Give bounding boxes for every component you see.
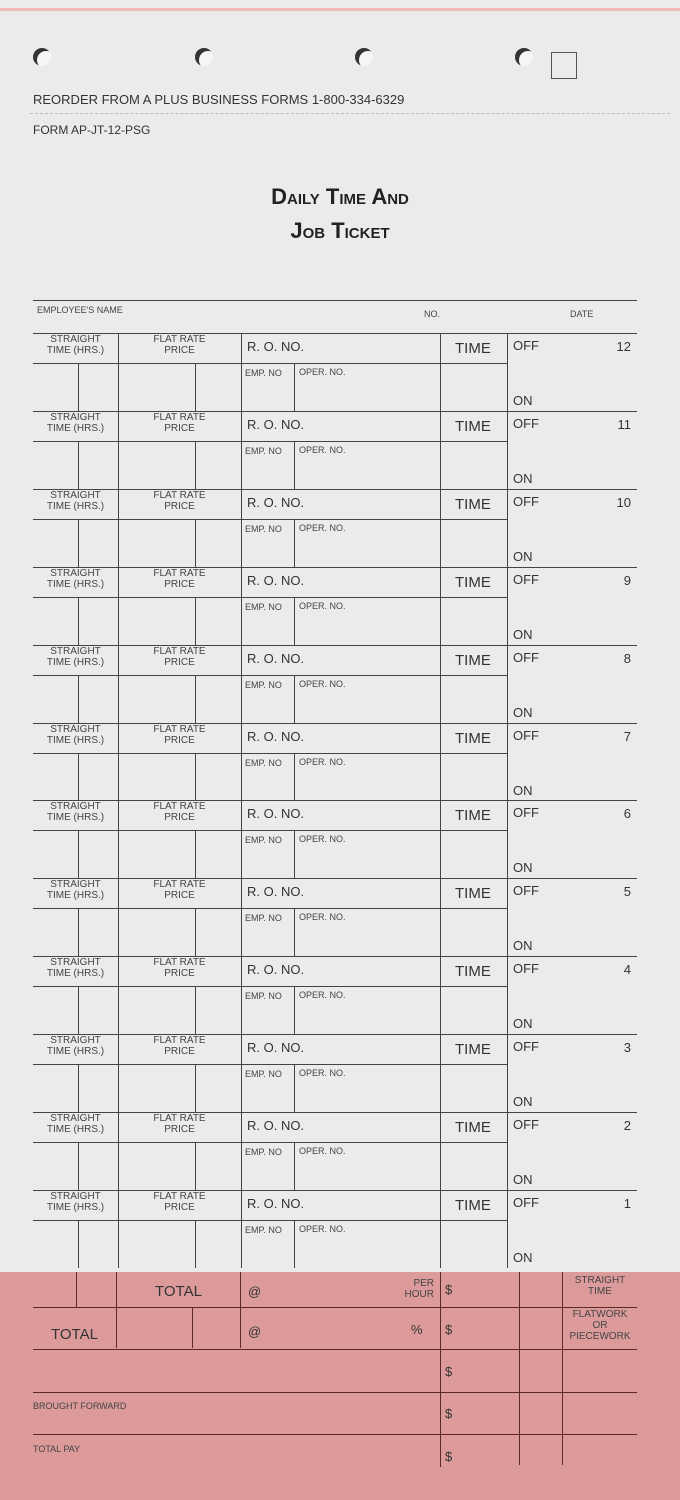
flat-rate-label: PRICE <box>164 657 195 668</box>
on-label: ON <box>513 938 533 953</box>
row-number: 12 <box>616 339 631 354</box>
emp-no-label: EMP. NO <box>245 1069 282 1079</box>
col-line <box>241 878 242 956</box>
straight-time-label: TIME (HRS.) <box>46 812 105 823</box>
col-line <box>294 441 295 489</box>
straight-time-label: TIME (HRS.) <box>46 1202 105 1213</box>
form-title-line2: Job Ticket <box>290 218 390 243</box>
col-line <box>195 1220 196 1268</box>
straight-time-label: TIME (HRS.) <box>46 1124 105 1135</box>
col-line <box>440 1112 441 1190</box>
dollar-sign: $ <box>445 1322 453 1337</box>
off-label: OFF <box>513 883 539 898</box>
straight-time-label: TIME (HRS.) <box>46 423 105 434</box>
on-label: ON <box>513 627 533 642</box>
job-row[interactable] <box>0 800 680 878</box>
row-mid-line <box>33 1220 507 1221</box>
ro-no-label: R. O. NO. <box>247 417 305 432</box>
row-number: 3 <box>623 1040 631 1055</box>
row-number: 8 <box>623 651 631 666</box>
dollar-sign: $ <box>445 1364 453 1379</box>
job-row[interactable] <box>0 489 680 567</box>
straight-time-label: TIME (HRS.) <box>46 501 105 512</box>
flat-rate-label: PRICE <box>164 1202 195 1213</box>
row-number: 4 <box>623 962 631 977</box>
dollar-sign: $ <box>445 1449 453 1464</box>
col-line <box>507 645 508 723</box>
col-line <box>195 363 196 411</box>
on-label: ON <box>513 1016 533 1031</box>
row-mid-line <box>33 363 507 364</box>
col-line <box>294 908 295 956</box>
per-hour-label: PER HOUR <box>404 1278 434 1300</box>
job-row[interactable] <box>0 645 680 723</box>
col-line <box>507 1034 508 1112</box>
col-line <box>440 723 441 801</box>
col-line <box>195 986 196 1034</box>
oper-no-label: OPER. NO. <box>299 1146 346 1156</box>
col-line <box>507 800 508 878</box>
flat-rate-label: PRICE <box>164 579 195 590</box>
col-line <box>440 956 441 1034</box>
perforation-line <box>30 113 670 114</box>
col-line <box>507 1190 508 1268</box>
col-line <box>294 986 295 1034</box>
time-label: TIME <box>455 340 491 357</box>
col-line <box>78 1064 79 1112</box>
straight-time-label: STRAIGHT <box>50 412 101 423</box>
on-label: ON <box>513 393 533 408</box>
ro-no-label: R. O. NO. <box>247 339 305 354</box>
ro-no-label: R. O. NO. <box>247 884 305 899</box>
time-label: TIME <box>455 1041 491 1058</box>
ro-no-label: R. O. NO. <box>247 651 305 666</box>
flat-rate-label: FLAT RATE <box>153 1191 206 1202</box>
punch-hole <box>195 48 213 66</box>
oper-no-label: OPER. NO. <box>299 601 346 611</box>
ro-no-label: R. O. NO. <box>247 1196 305 1211</box>
emp-no-label: EMP. NO <box>245 1147 282 1157</box>
at-symbol: @ <box>248 1284 262 1299</box>
col-line <box>507 489 508 567</box>
flat-rate-label: FLAT RATE <box>153 801 206 812</box>
total-flat-label: TOTAL <box>51 1326 98 1343</box>
emp-no-label: EMP. NO <box>245 835 282 845</box>
oper-no-label: OPER. NO. <box>299 367 346 377</box>
col-line <box>294 597 295 645</box>
row-mid-line <box>33 830 507 831</box>
off-label: OFF <box>513 1195 539 1210</box>
col-line <box>195 908 196 956</box>
flat-rate-label: PRICE <box>164 501 195 512</box>
oper-no-label: OPER. NO. <box>299 1224 346 1234</box>
form-number: FORM AP-JT-12-PSG <box>33 123 151 137</box>
emp-no-label: EMP. NO <box>245 524 282 534</box>
percent-label: % <box>411 1322 423 1337</box>
ro-no-label: R. O. NO. <box>247 1118 305 1133</box>
on-label: ON <box>513 705 533 720</box>
col-line <box>507 567 508 645</box>
straight-time-label: TIME (HRS.) <box>46 579 105 590</box>
row-mid-line <box>33 675 507 676</box>
flat-rate-label: PRICE <box>164 890 195 901</box>
oper-no-label: OPER. NO. <box>299 912 346 922</box>
col-line <box>294 1220 295 1268</box>
emp-no-label: EMP. NO <box>245 991 282 1001</box>
brought-forward-label: BROUGHT FORWARD <box>33 1401 127 1411</box>
col-line <box>507 333 508 411</box>
straight-time-label: TIME (HRS.) <box>46 1046 105 1057</box>
col-line <box>507 956 508 1034</box>
col-line <box>507 878 508 956</box>
col-line <box>440 411 441 489</box>
on-label: ON <box>513 471 533 486</box>
time-label: TIME <box>455 963 491 980</box>
straight-time-label: STRAIGHT <box>50 801 101 812</box>
reorder-text: REORDER FROM A PLUS BUSINESS FORMS 1-800-334-6329 <box>33 92 405 107</box>
time-label: TIME <box>455 1197 491 1214</box>
col-line <box>195 675 196 723</box>
col-line <box>78 753 79 801</box>
flat-rate-label: FLAT RATE <box>153 334 206 345</box>
oper-no-label: OPER. NO. <box>299 445 346 455</box>
emp-no-label: EMP. NO <box>245 368 282 378</box>
oper-no-label: OPER. NO. <box>299 1068 346 1078</box>
oper-no-label: OPER. NO. <box>299 990 346 1000</box>
straight-time-label: STRAIGHT <box>50 568 101 579</box>
row-number: 2 <box>623 1118 631 1133</box>
row-number: 7 <box>623 729 631 744</box>
date-label[interactable]: DATE <box>570 309 594 319</box>
row-mid-line <box>33 441 507 442</box>
job-row[interactable] <box>0 956 680 1034</box>
row-mid-line <box>33 908 507 909</box>
col-line <box>195 830 196 878</box>
col-line <box>440 333 441 411</box>
on-label: ON <box>513 549 533 564</box>
col-line <box>241 1112 242 1190</box>
off-label: OFF <box>513 1117 539 1132</box>
col-line <box>78 363 79 411</box>
oper-no-label: OPER. NO. <box>299 523 346 533</box>
col-line <box>294 830 295 878</box>
row-mid-line <box>33 1064 507 1065</box>
row-mid-line <box>33 519 507 520</box>
off-label: OFF <box>513 961 539 976</box>
col-line <box>195 1142 196 1190</box>
col-line <box>507 723 508 801</box>
col-line <box>241 723 242 801</box>
col-line <box>294 363 295 411</box>
employee-line <box>33 300 637 301</box>
col-line <box>241 333 242 411</box>
col-line <box>195 441 196 489</box>
straight-time-label: TIME (HRS.) <box>46 345 105 356</box>
flat-rate-label: PRICE <box>164 812 195 823</box>
off-label: OFF <box>513 494 539 509</box>
col-line <box>241 411 242 489</box>
job-row[interactable] <box>0 333 680 411</box>
total-pay-label: TOTAL PAY <box>33 1444 81 1454</box>
flat-rate-label: FLAT RATE <box>153 490 206 501</box>
off-label: OFF <box>513 650 539 665</box>
job-row[interactable] <box>0 878 680 956</box>
col-line <box>78 830 79 878</box>
col-line <box>241 1034 242 1112</box>
ro-no-label: R. O. NO. <box>247 573 305 588</box>
col-line <box>241 567 242 645</box>
emp-no-label: EMP. NO <box>245 446 282 456</box>
flat-rate-label: FLAT RATE <box>153 646 206 657</box>
punch-hole <box>33 48 51 66</box>
straight-time-label: STRAIGHT <box>50 1035 101 1046</box>
col-line <box>241 956 242 1034</box>
oper-no-label: OPER. NO. <box>299 834 346 844</box>
col-line <box>195 1064 196 1112</box>
col-line <box>78 986 79 1034</box>
employee-no-label[interactable]: NO. <box>424 309 441 319</box>
flat-rate-label: PRICE <box>164 968 195 979</box>
col-line <box>507 411 508 489</box>
on-label: ON <box>513 1094 533 1109</box>
ro-no-label: R. O. NO. <box>247 729 305 744</box>
straight-time-label: STRAIGHT <box>50 1191 101 1202</box>
flat-rate-label: FLAT RATE <box>153 1113 206 1124</box>
col-line <box>294 519 295 567</box>
on-label: ON <box>513 1250 533 1265</box>
col-line <box>294 1142 295 1190</box>
time-label: TIME <box>455 1119 491 1136</box>
row-mid-line <box>33 753 507 754</box>
col-line <box>507 1112 508 1190</box>
row-mid-line <box>33 597 507 598</box>
at-symbol: @ <box>248 1324 262 1339</box>
row-mid-line <box>33 1142 507 1143</box>
flat-rate-label: FLAT RATE <box>153 412 206 423</box>
checkbox[interactable] <box>551 52 577 79</box>
row-number: 10 <box>616 495 631 510</box>
on-label: ON <box>513 1172 533 1187</box>
col-line <box>78 1220 79 1268</box>
straight-time-label: STRAIGHT TIME <box>574 1275 626 1297</box>
row-number: 6 <box>623 806 631 821</box>
straight-time-label: TIME (HRS.) <box>46 657 105 668</box>
punch-hole <box>355 48 373 66</box>
emp-no-label: EMP. NO <box>245 602 282 612</box>
col-line <box>195 597 196 645</box>
col-line <box>294 753 295 801</box>
time-label: TIME <box>455 652 491 669</box>
row-number: 9 <box>623 573 631 588</box>
flat-rate-label: PRICE <box>164 423 195 434</box>
col-line <box>440 645 441 723</box>
col-line <box>294 675 295 723</box>
job-row[interactable] <box>0 1112 680 1190</box>
row-number: 11 <box>617 417 631 432</box>
row-number: 5 <box>623 884 631 899</box>
col-line <box>241 800 242 878</box>
flat-rate-label: PRICE <box>164 1046 195 1057</box>
col-line <box>440 489 441 567</box>
time-label: TIME <box>455 730 491 747</box>
col-line <box>440 567 441 645</box>
on-label: ON <box>513 783 533 798</box>
time-label: TIME <box>455 885 491 902</box>
job-row[interactable] <box>0 723 680 801</box>
flat-rate-label: FLAT RATE <box>153 568 206 579</box>
emp-no-label: EMP. NO <box>245 758 282 768</box>
flat-rate-label: PRICE <box>164 1124 195 1135</box>
straight-time-label: STRAIGHT <box>50 334 101 345</box>
straight-time-label: STRAIGHT <box>50 1113 101 1124</box>
straight-time-label: TIME (HRS.) <box>46 968 105 979</box>
straight-time-label: STRAIGHT <box>50 646 101 657</box>
time-label: TIME <box>455 418 491 435</box>
col-line <box>78 675 79 723</box>
flat-rate-label: FLAT RATE <box>153 1035 206 1046</box>
time-label: TIME <box>455 807 491 824</box>
col-line <box>241 1190 242 1268</box>
totals-section <box>0 1272 680 1500</box>
straight-time-label: STRAIGHT <box>50 957 101 968</box>
col-line <box>78 597 79 645</box>
emp-no-label: EMP. NO <box>245 1225 282 1235</box>
straight-time-label: STRAIGHT <box>50 879 101 890</box>
oper-no-label: OPER. NO. <box>299 679 346 689</box>
off-label: OFF <box>513 572 539 587</box>
col-line <box>195 519 196 567</box>
flat-rate-label: FLAT RATE <box>153 879 206 890</box>
row-number: 1 <box>623 1196 631 1211</box>
ro-no-label: R. O. NO. <box>247 495 305 510</box>
col-line <box>440 1034 441 1112</box>
flat-rate-label: PRICE <box>164 345 195 356</box>
flat-rate-label: FLAT RATE <box>153 957 206 968</box>
time-label: TIME <box>455 496 491 513</box>
col-line <box>78 908 79 956</box>
form-title-line1: Daily Time And <box>271 184 409 209</box>
off-label: OFF <box>513 1039 539 1054</box>
emp-no-label: EMP. NO <box>245 913 282 923</box>
ro-no-label: R. O. NO. <box>247 1040 305 1055</box>
off-label: OFF <box>513 805 539 820</box>
straight-time-label: STRAIGHT <box>50 724 101 735</box>
col-line <box>294 1064 295 1112</box>
punch-hole <box>515 48 533 66</box>
ro-no-label: R. O. NO. <box>247 806 305 821</box>
col-line <box>78 1142 79 1190</box>
ro-no-label: R. O. NO. <box>247 962 305 977</box>
on-label: ON <box>513 860 533 875</box>
straight-time-label: TIME (HRS.) <box>46 890 105 901</box>
flatwork-label: FLATWORK OR PIECEWORK <box>569 1309 631 1342</box>
col-line <box>241 489 242 567</box>
dollar-sign: $ <box>445 1406 453 1421</box>
job-row[interactable] <box>0 411 680 489</box>
flat-rate-label: PRICE <box>164 735 195 746</box>
col-line <box>241 645 242 723</box>
dollar-sign: $ <box>445 1282 453 1297</box>
col-line <box>195 753 196 801</box>
carbon-edge <box>0 8 680 11</box>
col-line <box>440 800 441 878</box>
col-line <box>78 519 79 567</box>
employee-name-label[interactable]: EMPLOYEE'S NAME <box>37 305 123 315</box>
straight-time-label: STRAIGHT <box>50 490 101 501</box>
oper-no-label: OPER. NO. <box>299 757 346 767</box>
col-line <box>440 878 441 956</box>
time-label: TIME <box>455 574 491 591</box>
flat-rate-label: FLAT RATE <box>153 724 206 735</box>
total-hours-label: TOTAL <box>155 1283 202 1300</box>
straight-time-label: TIME (HRS.) <box>46 735 105 746</box>
off-label: OFF <box>513 416 539 431</box>
col-line <box>440 1190 441 1268</box>
job-row[interactable] <box>0 1190 680 1268</box>
emp-no-label: EMP. NO <box>245 680 282 690</box>
job-row[interactable] <box>0 567 680 645</box>
row-mid-line <box>33 986 507 987</box>
off-label: OFF <box>513 338 539 353</box>
off-label: OFF <box>513 728 539 743</box>
job-row[interactable] <box>0 1034 680 1112</box>
col-line <box>78 441 79 489</box>
